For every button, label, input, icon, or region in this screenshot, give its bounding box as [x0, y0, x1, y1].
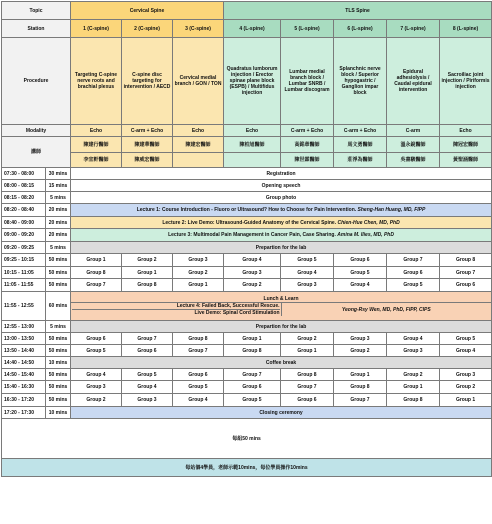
group-cell: Group 4: [122, 381, 173, 394]
instructor-2: 李宜軒醫師: [71, 153, 122, 168]
duration: 50 mins: [46, 279, 71, 292]
duration: 60 mins: [46, 292, 71, 321]
station-name: 3 (C-spine): [173, 20, 224, 38]
modality: Echo: [71, 125, 122, 137]
procedure-name: Lumbar medial branch block / Lumbar SNRB / Lumbar discogram: [281, 38, 334, 125]
group-cell: Group 2: [122, 254, 173, 267]
topic-cervical: Cervical Spine: [71, 2, 224, 20]
group-cell: Group 2: [387, 369, 440, 381]
instructor-1: 馬文勇醫師: [334, 137, 387, 153]
station-name: 5 (L-spine): [281, 20, 334, 38]
schedule-table: [1, 1, 492, 477]
station-name: 1 (C-spine): [71, 20, 122, 38]
group-cell: Group 8: [122, 279, 173, 292]
group-cell: Group 6: [71, 333, 122, 345]
group-cell: Group 4: [173, 394, 224, 407]
group-cell: Group 6: [224, 381, 281, 394]
schedule-row: [2, 180, 492, 192]
event-cell: [71, 192, 492, 204]
lunch-title: Lunch & Learn: [71, 296, 491, 303]
group-cell: Group 5: [224, 394, 281, 407]
instructor-1: 陳建華醫師: [122, 137, 173, 153]
group-cell: Group 4: [334, 279, 387, 292]
duration: 5 mins: [46, 321, 71, 333]
lecture-4-block: [71, 303, 281, 317]
group-cell: Group 7: [387, 254, 440, 267]
group-cell: Group 1: [387, 381, 440, 394]
duration: 50 mins: [46, 267, 71, 279]
group-cell: Group 8: [281, 369, 334, 381]
event-title: Closing ceremony: [259, 409, 303, 416]
event-title: Prepartion for the lab: [255, 323, 307, 330]
group-cell: Group 6: [281, 394, 334, 407]
duration: 20 mins: [46, 204, 71, 217]
group-cell: Group 2: [224, 279, 281, 292]
group-cell: Group 8: [440, 254, 492, 267]
procedure-name: Epidural adhesiolysis / Caudal epidural intervention: [387, 38, 440, 125]
group-cell: Group 2: [281, 333, 334, 345]
group-cell: Group 5: [122, 369, 173, 381]
duration: 10 mins: [46, 407, 71, 419]
time-slot: 16:30 - 17:20: [2, 394, 46, 407]
group-cell: Group 5: [440, 333, 492, 345]
group-cell: Group 3: [224, 267, 281, 279]
group-cell: Group 6: [334, 254, 387, 267]
schedule-row: [2, 321, 492, 333]
schedule-row: [2, 217, 492, 229]
time-slot: 10:15 - 11:05: [2, 267, 46, 279]
footer-note: 每站個4學員，老師示範10mins，每位學員操作10mins: [2, 459, 492, 477]
event-title: Group photo: [265, 194, 297, 201]
topic-label: Topic: [2, 2, 71, 20]
time-slot: 07:30 - 08:00: [2, 168, 46, 180]
group-cell: Group 5: [387, 279, 440, 292]
procedure-name: C-spine disc targeting for intervention / AECD: [122, 38, 173, 125]
schedule-row: [2, 254, 492, 267]
schedule-row: [2, 345, 492, 357]
event-title: Lecture 1: Course Introduction - Fluoro or Ultrasound? How to Choose for Pain Intervention.: [136, 207, 357, 213]
instructor-1: 溫永銳醫師: [387, 137, 440, 153]
modality: Echo: [224, 125, 281, 137]
group-cell: Group 2: [334, 345, 387, 357]
duration: 50 mins: [46, 394, 71, 407]
group-cell: Group 5: [173, 381, 224, 394]
time-slot: 08:00 - 08:15: [2, 180, 46, 192]
group-cell: Group 1: [173, 279, 224, 292]
schedule-row: [2, 407, 492, 419]
group-cell: Group 8: [334, 381, 387, 394]
time-slot: 09:00 - 09:20: [2, 229, 46, 242]
time-slot: 08:40 - 09:00: [2, 217, 46, 229]
group-cell: Group 1: [71, 254, 122, 267]
group-cell: Group 8: [173, 333, 224, 345]
schedule-row: [2, 267, 492, 279]
group-cell: Group 8: [224, 345, 281, 357]
procedure-name: Splanchnic nerve block / Superior hypogastric / Ganglion impar block: [334, 38, 387, 125]
time-slot: 12:55 - 13:00: [2, 321, 46, 333]
instructor-label: 講師: [2, 137, 71, 168]
schedule-row: [2, 369, 492, 381]
event-title: Lecture 2: Live Demo: Ultrasound-Guided Anatomy of the Cervical Spine.: [162, 219, 337, 226]
procedure-name: Targeting C-spine nerve roots and brachial plexus: [71, 38, 122, 125]
group-cell: Group 4: [224, 254, 281, 267]
instructor-1: 高銘章醫師: [281, 137, 334, 153]
group-cell: Group 7: [440, 267, 492, 279]
group-cell: Group 6: [387, 267, 440, 279]
modality: C-arm + Echo: [281, 125, 334, 137]
time-slot: 17:20 - 17:30: [2, 407, 46, 419]
duration: 20 mins: [46, 217, 71, 229]
time-slot: 13:00 - 13:50: [2, 333, 46, 345]
instructor-2: 吳書駿醫師: [387, 153, 440, 168]
schedule-row: [2, 168, 492, 180]
modality: Echo: [440, 125, 492, 137]
duration: 15 mins: [46, 180, 71, 192]
event-cell: [71, 357, 492, 369]
schedule-row: [2, 192, 492, 204]
instructor-1: 陳冠宏醫師: [440, 137, 492, 153]
duration: 5 mins: [46, 192, 71, 204]
group-cell: Group 2: [173, 267, 224, 279]
modality: C-arm + Echo: [334, 125, 387, 137]
duration: 50 mins: [46, 345, 71, 357]
procedure-name: Quadratus lumborum injection / Erector spinae plane block (ESPB) / Multifidus injection: [224, 38, 281, 125]
duration: 10 mins: [46, 357, 71, 369]
event-speaker: Sheng-Han Huang, MD, FIPP: [357, 207, 426, 213]
modality: C-arm: [387, 125, 440, 137]
station-name: 8 (L-spine): [440, 20, 492, 38]
event-cell: [71, 321, 492, 333]
group-cell: Group 7: [334, 394, 387, 407]
event-title: Coffee break: [265, 359, 297, 366]
schedule-row: [2, 279, 492, 292]
procedure-name: Cervical medial branch / GON / TON: [173, 38, 224, 125]
group-cell: Group 7: [224, 369, 281, 381]
group-cell: Group 7: [281, 381, 334, 394]
modality: C-arm + Echo: [122, 125, 173, 137]
group-cell: Group 6: [440, 279, 492, 292]
group-cell: Group 3: [281, 279, 334, 292]
time-slot: 14:50 - 15:40: [2, 369, 46, 381]
time-slot: 09:25 - 10:15: [2, 254, 46, 267]
group-cell: Group 4: [71, 369, 122, 381]
live-demo-title: Live Demo: Spinal Cord Stimulation: [194, 310, 280, 316]
station-label: Station: [2, 20, 71, 38]
group-cell: Group 3: [173, 254, 224, 267]
procedure-label: Procedure: [2, 38, 71, 125]
instructor-1: 陳柏旭醫師: [224, 137, 281, 153]
lunch-cell: [71, 292, 492, 321]
group-cell: Group 6: [173, 369, 224, 381]
schedule-row: [2, 394, 492, 407]
group-cell: Group 6: [122, 345, 173, 357]
time-slot: 11:05 - 11:55: [2, 279, 46, 292]
event-speaker: Amina M. Ilies, MD, PhD: [337, 232, 394, 238]
schedule-row: [2, 381, 492, 394]
duration: 5 mins: [46, 242, 71, 254]
group-cell: Group 7: [122, 333, 173, 345]
group-cell: Group 4: [440, 345, 492, 357]
event-cell: [71, 407, 492, 419]
duration: 30 mins: [46, 168, 71, 180]
procedure-name: Sacroiliac joint injection / Piriformis injection: [440, 38, 492, 125]
time-slot: 08:15 - 08:20: [2, 192, 46, 204]
instructor-2: 黃聖涵醫師: [440, 153, 492, 168]
duration: 50 mins: [46, 381, 71, 394]
modality-label: Modality: [2, 125, 71, 137]
instructor-2: [224, 153, 281, 168]
event-title: Prepartion for the lab: [255, 244, 307, 251]
group-cell: Group 5: [334, 267, 387, 279]
modality: Echo: [173, 125, 224, 137]
instructor-2: 莊淨為醫師: [334, 153, 387, 168]
station-name: 6 (L-spine): [334, 20, 387, 38]
station-name: 4 (L-spine): [224, 20, 281, 38]
group-cell: Group 3: [334, 333, 387, 345]
group-cell: Group 3: [387, 345, 440, 357]
duration: 20 mins: [46, 229, 71, 242]
event-speaker: Chien-Hue Chen, MD, PhD: [337, 219, 400, 226]
event-cell: [71, 204, 492, 217]
group-cell: Group 4: [387, 333, 440, 345]
group-cell: Group 2: [440, 381, 492, 394]
event-cell: [71, 168, 492, 180]
group-cell: Group 7: [173, 345, 224, 357]
event-title: Registration: [266, 170, 296, 177]
group-cell: Group 1: [440, 394, 492, 407]
schedule-row: [2, 333, 492, 345]
instructor-2: 陳威宏醫師: [122, 153, 173, 168]
time-slot: 13:50 - 14:40: [2, 345, 46, 357]
station-name: 7 (L-spine): [387, 20, 440, 38]
station-name: 2 (C-spine): [122, 20, 173, 38]
group-cell: Group 8: [71, 267, 122, 279]
lecture-4-title: Lecture 4: Failed Back, Successful Rescue.: [72, 303, 280, 310]
instructor-1: 陳建行醫師: [71, 137, 122, 153]
schedule-row: [2, 229, 492, 242]
event-cell: [71, 217, 492, 229]
duration: 50 mins: [46, 369, 71, 381]
event-cell: [71, 242, 492, 254]
group-cell: Group 5: [71, 345, 122, 357]
group-cell: Group 3: [122, 394, 173, 407]
topic-tls: TLS Spine: [224, 2, 492, 20]
event-title: Opening speech: [261, 182, 301, 189]
time-slot: 09:20 - 09:25: [2, 242, 46, 254]
schedule-row: [2, 292, 492, 321]
group-cell: Group 1: [334, 369, 387, 381]
time-slot: 11:55 - 12:55: [2, 292, 46, 321]
duration: 50 mins: [46, 254, 71, 267]
event-cell: [71, 229, 492, 242]
footer-total: 每組50 mins: [2, 419, 492, 459]
group-cell: Group 4: [281, 267, 334, 279]
schedule-row: [2, 242, 492, 254]
group-cell: Group 1: [122, 267, 173, 279]
instructor-1: 陳建宏醫師: [173, 137, 224, 153]
time-slot: 08:20 - 08:40: [2, 204, 46, 217]
lecture-4-speaker: Yeong-Rsy Wen, MD, PhD, FIPP, CIPS: [341, 306, 431, 313]
group-cell: Group 7: [71, 279, 122, 292]
group-cell: Group 8: [387, 394, 440, 407]
group-cell: Group 2: [71, 394, 122, 407]
time-slot: 15:40 - 16:30: [2, 381, 46, 394]
group-cell: Group 5: [281, 254, 334, 267]
duration: 50 mins: [46, 333, 71, 345]
group-cell: Group 1: [281, 345, 334, 357]
group-cell: Group 3: [440, 369, 492, 381]
schedule-row: [2, 204, 492, 217]
instructor-2: 陳世霖醫師: [281, 153, 334, 168]
group-cell: Group 1: [224, 333, 281, 345]
time-slot: 14:40 - 14:50: [2, 357, 46, 369]
instructor-2: [173, 153, 224, 168]
schedule-row: [2, 357, 492, 369]
group-cell: Group 3: [71, 381, 122, 394]
event-cell: [71, 180, 492, 192]
event-title: Lecture 3: Multimodal Pain Management in Cancer Pain, Case Sharing.: [168, 232, 336, 238]
